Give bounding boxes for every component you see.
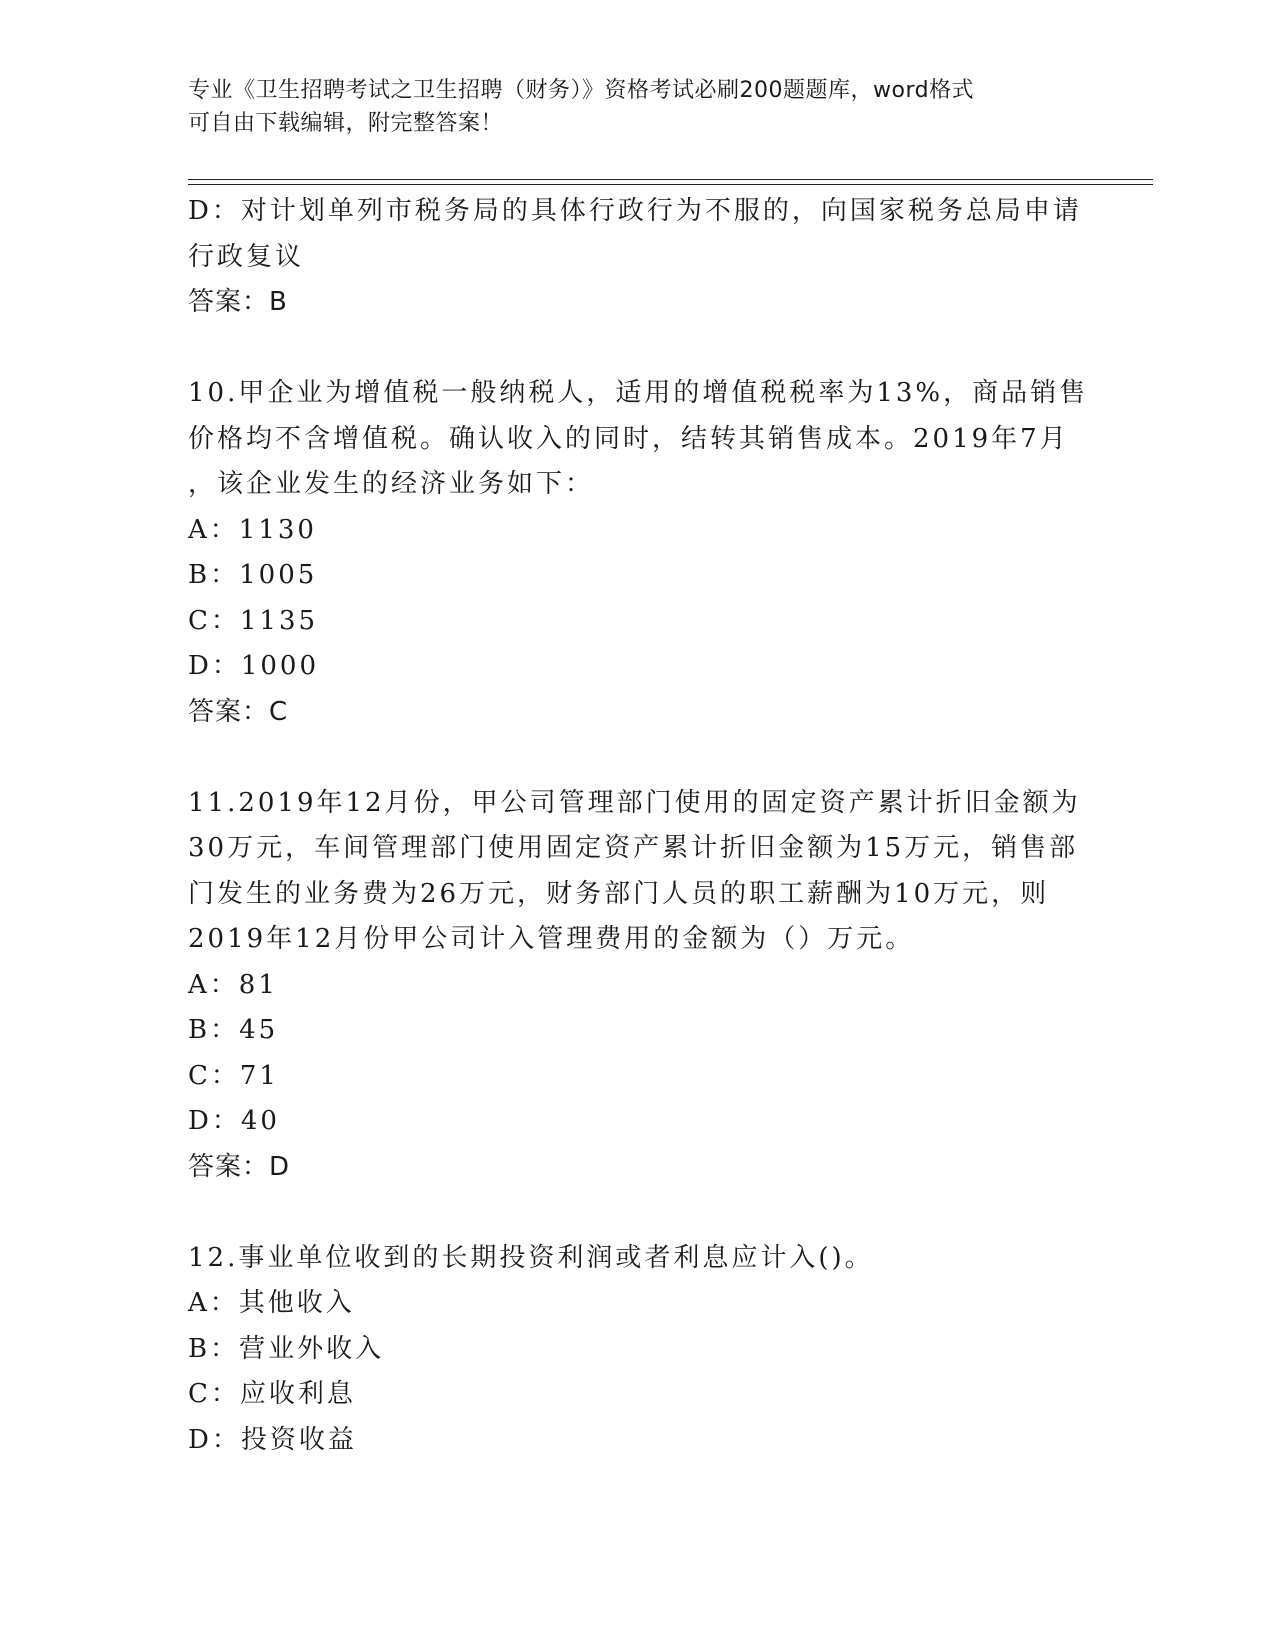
header-line-2: 可自由下载编辑，附完整答案！ xyxy=(188,111,504,136)
q10-option-d: D：1000 xyxy=(188,651,320,681)
header-divider-bottom xyxy=(188,184,1153,185)
q12-option-b: B：营业外收入 xyxy=(188,1333,385,1364)
spacer xyxy=(188,326,1088,372)
q11-stem-line-3: 门发生的业务费为26万元，财务部门人员的职工薪酬为10万元，则 xyxy=(188,878,1050,909)
q11-option-b: B：45 xyxy=(188,1015,279,1045)
q11-option-c: C：71 xyxy=(188,1060,279,1091)
q9-option-d-line-1: D：对计划单列市税务局的具体行政行为不服的，向国家税务总局申请 xyxy=(188,196,1082,226)
q10-answer: 答案：C xyxy=(188,696,289,727)
q12-stem-line-1: 12.事业单位收到的长期投资利润或者利息应计入()。 xyxy=(188,1242,874,1273)
header-line-1: 专业《卫生招聘考试之卫生招聘（财务）》资格考试必刷200题题库，word格式 xyxy=(188,78,975,103)
q12-option-a: A：其他收入 xyxy=(188,1288,355,1318)
q9-option-d-line-2: 行政复议 xyxy=(188,241,305,272)
spacer xyxy=(188,1190,1088,1236)
q10-option-a: A：1130 xyxy=(188,514,317,545)
q12-option-c: C：应收利息 xyxy=(188,1379,356,1409)
question-10 xyxy=(188,371,1088,735)
q12-option-d: D：投资收益 xyxy=(188,1424,357,1455)
q11-stem-line-2: 30万元，车间管理部门使用固定资产累计折旧金额为15万元，销售部 xyxy=(188,833,1079,863)
q9-answer: 答案：B xyxy=(188,287,288,317)
q10-option-b: B：1005 xyxy=(188,560,318,590)
q10-stem-line-3: ，该企业发生的经济业务如下： xyxy=(188,469,595,499)
q10-stem-line-2: 价格均不含增值税。确认收入的同时，结转其销售成本。2019年7月 xyxy=(188,423,1069,454)
question-9-tail xyxy=(188,189,1088,326)
question-11 xyxy=(188,781,1088,1191)
spacer xyxy=(188,735,1088,781)
q11-option-d: D：40 xyxy=(188,1106,280,1136)
q11-stem-line-4: 2019年12月份甲公司计入管理费用的金额为（）万元。 xyxy=(188,924,915,954)
q11-option-a: A：81 xyxy=(188,969,278,1000)
document-header xyxy=(188,74,1068,140)
q11-answer: 答案：D xyxy=(188,1151,291,1182)
q11-stem-line-1: 11.2019年12月份，甲公司管理部门使用的固定资产累计折旧金额为 xyxy=(188,787,1081,818)
question-content xyxy=(188,189,1088,1463)
header-divider-top xyxy=(188,179,1153,180)
q10-stem-line-1: 10.甲企业为增值税一般纳税人，适用的增值税税率为13%，商品销售 xyxy=(188,378,1089,408)
question-12 xyxy=(188,1236,1088,1464)
q10-option-c: C：1135 xyxy=(188,605,319,636)
